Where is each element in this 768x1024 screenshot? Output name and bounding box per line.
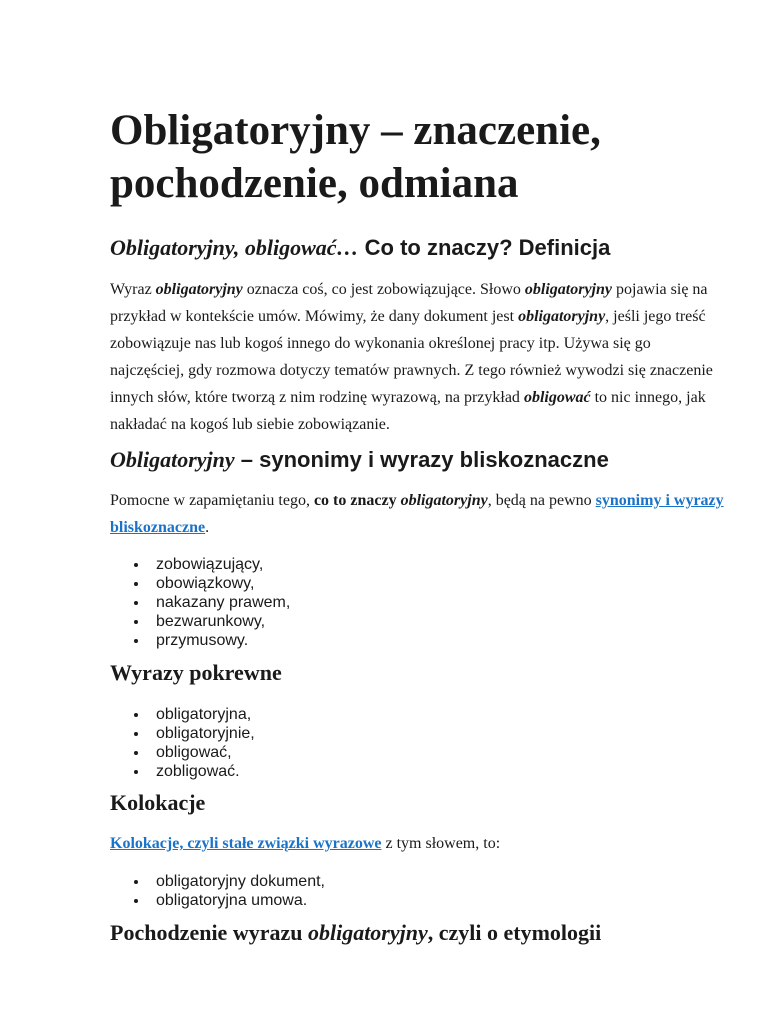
collocations-paragraph (110, 830, 728, 857)
list-item: zobligować. (156, 762, 728, 781)
bold-phrase: co to znaczy (313, 492, 401, 509)
term-emphasis: obligatoryjny (524, 281, 612, 298)
heading-italic-part: obligatoryjny (307, 920, 428, 945)
heading-italic-part: Obligatoryjny, obligować… (110, 235, 359, 260)
heading-part: , czyli o etymologii (427, 920, 602, 945)
term-emphasis: obligatoryjny (518, 308, 606, 325)
definition-paragraph (110, 276, 728, 438)
list-item: obligatoryjna, (156, 705, 728, 724)
heading-rest: Co to znaczy? Definicja (358, 235, 611, 260)
list-item: obligować, (156, 743, 728, 762)
section-heading-related: Wyrazy pokrewne (110, 660, 282, 685)
list-item: bezwarunkowy, (156, 612, 728, 631)
synonyms-link[interactable]: synonimy i wyrazy bliskoznaczne (110, 492, 724, 536)
list-item: nakazany prawem, (156, 593, 728, 612)
text-run: Wyraz (110, 281, 156, 298)
list-item: obowiązkowy, (156, 574, 728, 593)
collocations-list (110, 872, 728, 910)
section-heading-definition (110, 234, 728, 262)
text-run: oznacza coś, co jest zobowiązujące. Słowo (242, 281, 525, 298)
text-run: , będą na pewno (487, 492, 596, 509)
text-run: Pomocne w zapamiętaniu tego, (110, 492, 314, 509)
related-words-list (110, 705, 728, 781)
text-run: , jeśli jego treść zobowiązuje nas lub kogoś innego do wykonania określonej pracy itp. Używa się go najczęściej, gdy rozmowa dotyczy tematów prawnych. Z tego również wywodzi się znaczenie innych słów, które tworzą z nim rodzinę wyrazową, na przykład (110, 308, 713, 406)
collocations-link[interactable]: Kolokacje, czyli stałe związki wyrazowe (110, 835, 382, 852)
term-emphasis: obligatoryjny (155, 281, 243, 298)
list-item: obligatoryjny dokument, (156, 872, 728, 891)
page-title: Obligatoryjny – znaczenie, pochodzenie, odmiana (110, 107, 601, 207)
text-run: to nic innego, jak nakładać na kogoś lub siebie zobowiązanie. (110, 389, 706, 433)
section-heading-collocations: Kolokacje (110, 790, 206, 815)
text-run: pojawia się na przykład w kontekście umów. Mówimy, że dany dokument jest (110, 281, 708, 325)
synonyms-paragraph (110, 487, 728, 541)
heading-part: Pochodzenie wyrazu (110, 920, 308, 945)
heading-rest: – synonimy i wyrazy bliskoznaczne (234, 447, 609, 472)
text-run: z tym słowem, to: (381, 835, 501, 852)
heading-italic-part: Obligatoryjny (110, 447, 235, 472)
section-heading-synonyms (110, 446, 728, 474)
list-item: zobowiązujący, (156, 555, 728, 574)
list-item: przymusowy. (156, 631, 728, 650)
term-emphasis: obligować (523, 389, 591, 406)
text-run: . (205, 519, 210, 536)
section-heading-etymology (110, 919, 728, 947)
list-item: obligatoryjna umowa. (156, 891, 728, 910)
term-emphasis: obligatoryjny (400, 492, 488, 509)
list-item: obligatoryjnie, (156, 724, 728, 743)
synonyms-list (110, 555, 728, 650)
